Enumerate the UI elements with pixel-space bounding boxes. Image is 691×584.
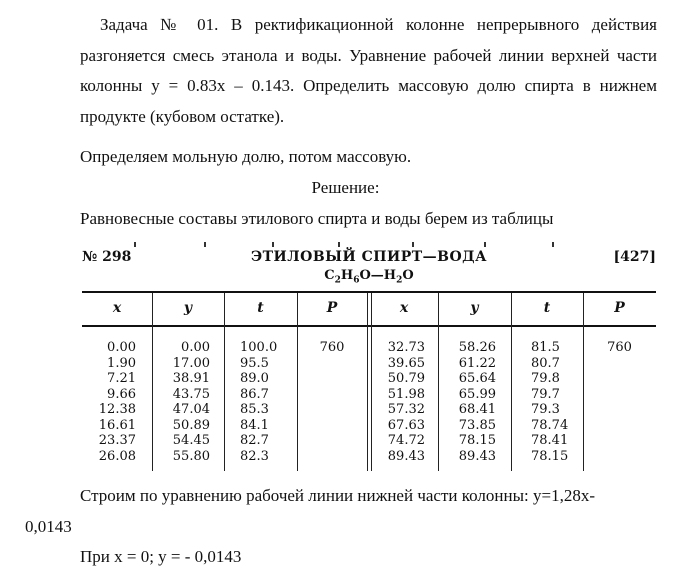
table-cell: 82.3: [240, 448, 269, 464]
table-cell: 81.5: [531, 340, 560, 355]
intercept-point: При x = 0; y = - 0,0143: [80, 547, 242, 566]
table-cell: 78.74: [531, 417, 569, 433]
table-cell: 51.98: [387, 386, 425, 402]
column-header-t: t: [257, 300, 264, 316]
table-cell: 7.21: [107, 371, 136, 386]
table-cell: 54.45: [172, 433, 210, 448]
table-cell: 50.79: [387, 371, 425, 386]
bottom-line-equation: [25, 481, 657, 542]
column-header-y: y: [470, 300, 479, 316]
pressure-left: 760: [319, 340, 345, 355]
table-cell: 82.7: [240, 433, 269, 448]
column-right-x: [370, 340, 425, 464]
solution-heading: Решение:: [311, 178, 380, 197]
table-cell: 32.73: [387, 340, 425, 355]
equation-line-1: Строим по уравнению рабочей линии нижней части колонны: y=1,28x-: [80, 486, 595, 505]
column-divider: [297, 293, 298, 471]
column-left-y: [152, 340, 210, 464]
table-cell: 1.90: [107, 355, 136, 371]
table-cell: 65.99: [458, 386, 496, 402]
table-cell: 78.41: [531, 433, 569, 448]
table-cell: 55.80: [172, 448, 210, 464]
table-cell: 65.64: [458, 371, 496, 386]
table-cell: 95.5: [240, 355, 269, 371]
table-cell: 50.89: [172, 417, 210, 433]
table-cell: 80.7: [531, 355, 560, 371]
table-cell: 100.0: [240, 340, 278, 355]
table-cell: 58.26: [458, 340, 496, 355]
table-cell: 43.75: [172, 386, 210, 402]
table-cell: 78.15: [458, 433, 496, 448]
table-cell: 23.37: [98, 433, 136, 448]
table-cell: 9.66: [107, 386, 136, 402]
column-header-x: x: [399, 300, 409, 316]
column-right-t: [511, 340, 581, 464]
table-cell: 12.38: [98, 402, 136, 417]
table-cell: 84.1: [240, 417, 269, 433]
table-reference: [427]: [613, 249, 656, 265]
table-cell: 38.91: [172, 371, 210, 386]
column-divider: [583, 293, 584, 471]
table-cell: 0.00: [181, 340, 210, 355]
table-title: ЭТИЛОВЫЙ СПИРТ—ВОДА: [250, 249, 488, 265]
table-cell: 68.41: [458, 402, 496, 417]
column-left-t: [224, 340, 290, 464]
table-cell: 86.7: [240, 386, 269, 402]
table-cell: 89.43: [387, 448, 425, 464]
column-header-t: t: [543, 300, 551, 316]
table-cell: 57.32: [387, 402, 425, 417]
column-header-p: P: [614, 300, 625, 316]
table-number: № 298: [82, 249, 132, 265]
column-left-x: [82, 340, 136, 464]
column-header-y: y: [183, 300, 193, 316]
table-formula: $C_2H_6O—H_2O$: [324, 268, 414, 286]
table-cell: 61.22: [458, 355, 496, 371]
pressure-right: 760: [607, 340, 632, 355]
column-header-x: x: [112, 300, 122, 316]
table-cell: 79.3: [531, 402, 560, 417]
table-cell: 89.0: [240, 371, 269, 386]
table-cell: 79.7: [531, 386, 560, 402]
table-cell: 78.15: [531, 448, 569, 464]
table-cell: 47.04: [172, 402, 210, 417]
table-cell: 17.00: [172, 355, 210, 371]
column-right-y: [438, 340, 496, 464]
table-cell: 85.3: [240, 402, 269, 417]
column-header-p: P: [326, 300, 338, 316]
table-cell: 16.61: [98, 417, 136, 433]
equilibrium-table: [82, 240, 656, 472]
equation-line-2: 0,0143: [25, 516, 72, 536]
table-cell: 26.08: [98, 448, 136, 464]
scan-artifacts: [82, 240, 656, 248]
table-cell: 74.72: [387, 433, 425, 448]
table-cell: 89.43: [458, 448, 496, 464]
approach-text: Определяем мольную долю, потом массовую.: [80, 147, 412, 166]
table-cell: 73.85: [458, 417, 496, 433]
table-cell: 67.63: [387, 417, 425, 433]
problem-statement: Задача № 01. В ректификационной колонне непрерывного действия разгоняется смесь этанола и воды. Уравнение рабочей линии верхней части колонны y = 0.83x – 0.143. Определить массовую долю спирта в нижнем продукте (кубовом остатке).: [80, 15, 657, 126]
table-cell: 79.8: [531, 371, 560, 386]
table-cell: 0.00: [107, 340, 136, 355]
table-intro: Равновесные составы этилового спирта и воды берем из таблицы: [80, 209, 554, 228]
table-cell: 39.65: [387, 355, 425, 371]
